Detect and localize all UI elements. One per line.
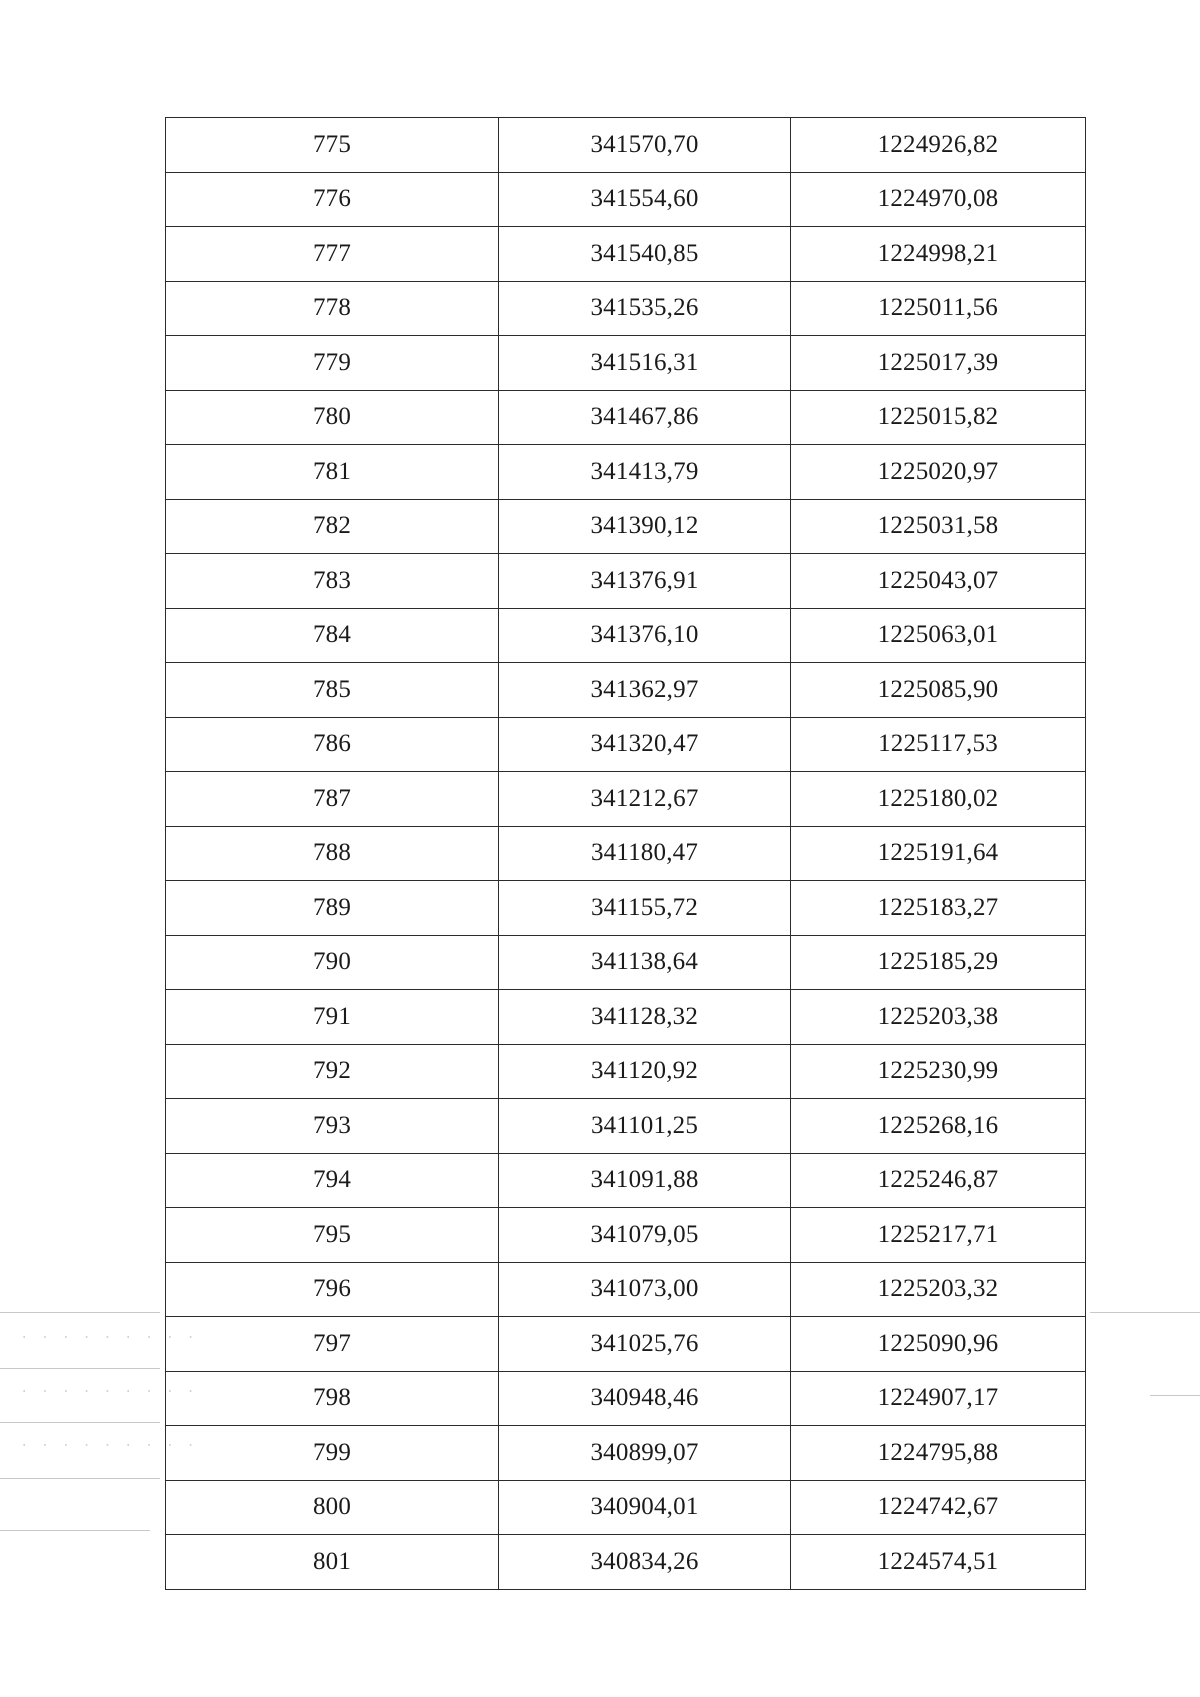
- y-coordinate-cell: 1225191,64: [791, 826, 1086, 881]
- scan-artifact-line: [0, 1422, 160, 1423]
- y-coordinate-cell: 1225268,16: [791, 1099, 1086, 1154]
- point-number-cell: 784: [166, 608, 499, 663]
- table-row: [166, 1426, 1086, 1481]
- table-row: [166, 1371, 1086, 1426]
- scan-artifact-line: [1150, 1395, 1200, 1396]
- x-coordinate-cell: 340904,01: [499, 1480, 791, 1535]
- x-coordinate-cell: 341540,85: [499, 227, 791, 282]
- table-row: [166, 1262, 1086, 1317]
- table-row: [166, 1153, 1086, 1208]
- x-coordinate-cell: 341516,31: [499, 336, 791, 391]
- x-coordinate-cell: 341025,76: [499, 1317, 791, 1372]
- y-coordinate-cell: 1225090,96: [791, 1317, 1086, 1372]
- x-coordinate-cell: 341079,05: [499, 1208, 791, 1263]
- y-coordinate-cell: 1225063,01: [791, 608, 1086, 663]
- y-coordinate-cell: 1224998,21: [791, 227, 1086, 282]
- x-coordinate-cell: 341073,00: [499, 1262, 791, 1317]
- y-coordinate-cell: 1224907,17: [791, 1371, 1086, 1426]
- y-coordinate-cell: 1225043,07: [791, 554, 1086, 609]
- x-coordinate-cell: 341554,60: [499, 172, 791, 227]
- point-number-cell: 797: [166, 1317, 499, 1372]
- point-number-cell: 779: [166, 336, 499, 391]
- y-coordinate-cell: 1224574,51: [791, 1535, 1086, 1590]
- y-coordinate-cell: 1225183,27: [791, 881, 1086, 936]
- point-number-cell: 786: [166, 717, 499, 772]
- scan-artifact-line: [0, 1530, 150, 1531]
- table-row: [166, 445, 1086, 500]
- scan-artifact-line: [1090, 1312, 1200, 1313]
- x-coordinate-cell: 341180,47: [499, 826, 791, 881]
- point-number-cell: 785: [166, 663, 499, 718]
- x-coordinate-cell: 341091,88: [499, 1153, 791, 1208]
- y-coordinate-cell: 1225203,32: [791, 1262, 1086, 1317]
- table-row: [166, 663, 1086, 718]
- table-row: [166, 227, 1086, 282]
- x-coordinate-cell: 341101,25: [499, 1099, 791, 1154]
- point-number-cell: 782: [166, 499, 499, 554]
- x-coordinate-cell: 341376,10: [499, 608, 791, 663]
- point-number-cell: 776: [166, 172, 499, 227]
- point-number-cell: 801: [166, 1535, 499, 1590]
- point-number-cell: 792: [166, 1044, 499, 1099]
- table-row: [166, 717, 1086, 772]
- scan-artifact-line: [0, 1312, 160, 1313]
- x-coordinate-cell: 341376,91: [499, 554, 791, 609]
- point-number-cell: 783: [166, 554, 499, 609]
- y-coordinate-cell: 1225180,02: [791, 772, 1086, 827]
- point-number-cell: 796: [166, 1262, 499, 1317]
- y-coordinate-cell: 1224926,82: [791, 118, 1086, 173]
- point-number-cell: 795: [166, 1208, 499, 1263]
- table-row: [166, 281, 1086, 336]
- y-coordinate-cell: 1225117,53: [791, 717, 1086, 772]
- y-coordinate-cell: 1225246,87: [791, 1153, 1086, 1208]
- point-number-cell: 790: [166, 935, 499, 990]
- table-row: [166, 1317, 1086, 1372]
- table-row: [166, 336, 1086, 391]
- table-row: [166, 826, 1086, 881]
- x-coordinate-cell: 341320,47: [499, 717, 791, 772]
- point-number-cell: 787: [166, 772, 499, 827]
- point-number-cell: 794: [166, 1153, 499, 1208]
- y-coordinate-cell: 1225203,38: [791, 990, 1086, 1045]
- table-row: [166, 1044, 1086, 1099]
- y-coordinate-cell: 1225085,90: [791, 663, 1086, 718]
- y-coordinate-cell: 1225230,99: [791, 1044, 1086, 1099]
- x-coordinate-cell: 341128,32: [499, 990, 791, 1045]
- y-coordinate-cell: 1224742,67: [791, 1480, 1086, 1535]
- x-coordinate-cell: 341138,64: [499, 935, 791, 990]
- table-row: [166, 935, 1086, 990]
- y-coordinate-cell: 1225011,56: [791, 281, 1086, 336]
- table-row: [166, 881, 1086, 936]
- point-number-cell: 778: [166, 281, 499, 336]
- x-coordinate-cell: 341212,67: [499, 772, 791, 827]
- point-number-cell: 791: [166, 990, 499, 1045]
- coordinates-table-body: [166, 118, 1086, 1590]
- scan-artifact-dots: · · · · · · · · ·: [20, 1384, 197, 1400]
- x-coordinate-cell: 340834,26: [499, 1535, 791, 1590]
- x-coordinate-cell: 341155,72: [499, 881, 791, 936]
- table-row: [166, 772, 1086, 827]
- point-number-cell: 780: [166, 390, 499, 445]
- x-coordinate-cell: 341120,92: [499, 1044, 791, 1099]
- y-coordinate-cell: 1225185,29: [791, 935, 1086, 990]
- y-coordinate-cell: 1225017,39: [791, 336, 1086, 391]
- x-coordinate-cell: 341362,97: [499, 663, 791, 718]
- point-number-cell: 789: [166, 881, 499, 936]
- point-number-cell: 799: [166, 1426, 499, 1481]
- point-number-cell: 798: [166, 1371, 499, 1426]
- point-number-cell: 781: [166, 445, 499, 500]
- y-coordinate-cell: 1225217,71: [791, 1208, 1086, 1263]
- point-number-cell: 788: [166, 826, 499, 881]
- table-row: [166, 118, 1086, 173]
- scan-artifact-dots: · · · · · · · · ·: [20, 1330, 197, 1346]
- x-coordinate-cell: 340948,46: [499, 1371, 791, 1426]
- scan-artifact-line: [0, 1368, 160, 1369]
- point-number-cell: 793: [166, 1099, 499, 1154]
- coordinates-table: [165, 117, 1086, 1590]
- y-coordinate-cell: 1224970,08: [791, 172, 1086, 227]
- table-row: [166, 1208, 1086, 1263]
- x-coordinate-cell: 341413,79: [499, 445, 791, 500]
- table-row: [166, 990, 1086, 1045]
- x-coordinate-cell: 341390,12: [499, 499, 791, 554]
- table-row: [166, 499, 1086, 554]
- table-row: [166, 1099, 1086, 1154]
- scan-artifact-dots: · · · · · · · · ·: [20, 1438, 197, 1454]
- table-row: [166, 1480, 1086, 1535]
- table-row: [166, 390, 1086, 445]
- table-row: [166, 1535, 1086, 1590]
- x-coordinate-cell: 340899,07: [499, 1426, 791, 1481]
- table-row: [166, 608, 1086, 663]
- y-coordinate-cell: 1225031,58: [791, 499, 1086, 554]
- x-coordinate-cell: 341467,86: [499, 390, 791, 445]
- point-number-cell: 777: [166, 227, 499, 282]
- x-coordinate-cell: 341570,70: [499, 118, 791, 173]
- scan-artifact-line: [0, 1478, 160, 1479]
- y-coordinate-cell: 1225015,82: [791, 390, 1086, 445]
- table-row: [166, 172, 1086, 227]
- y-coordinate-cell: 1224795,88: [791, 1426, 1086, 1481]
- point-number-cell: 775: [166, 118, 499, 173]
- point-number-cell: 800: [166, 1480, 499, 1535]
- y-coordinate-cell: 1225020,97: [791, 445, 1086, 500]
- table-row: [166, 554, 1086, 609]
- x-coordinate-cell: 341535,26: [499, 281, 791, 336]
